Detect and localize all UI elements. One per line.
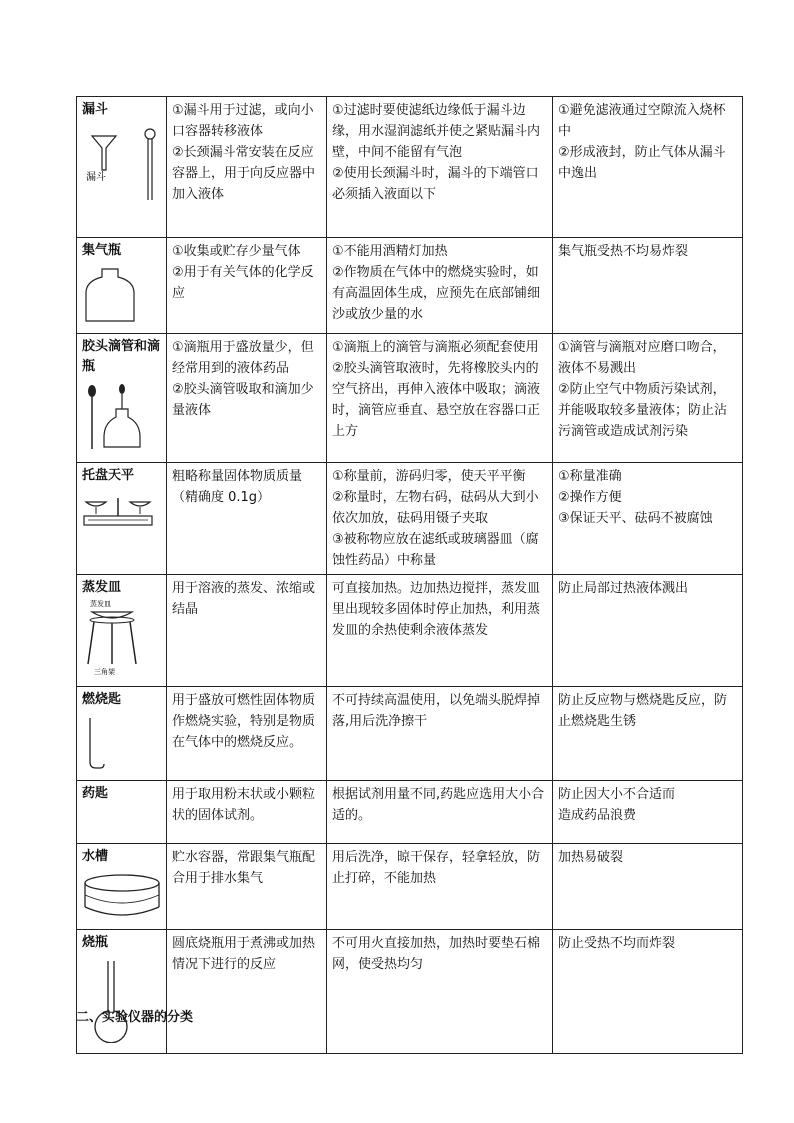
note-line: 用后洗净，晾干保存，轻拿轻放，防止打碎，不能加热 xyxy=(332,850,541,886)
note-line: ①称量前，游码归零，使天平平衡 xyxy=(332,469,526,484)
use-cell xyxy=(167,97,327,238)
instrument-cell xyxy=(77,781,167,844)
note-line: ①不能用酒精灯加热 xyxy=(332,244,448,259)
instrument-table xyxy=(76,96,743,1054)
notes-cell xyxy=(327,97,553,238)
note-line: ①滴瓶上的滴管与滴瓶必须配套使用 xyxy=(332,340,539,355)
reason-cell xyxy=(553,97,743,238)
instrument-cell xyxy=(77,844,167,930)
table-row xyxy=(77,844,743,930)
instrument-name: 蒸发皿 xyxy=(82,580,122,595)
use-line: ①漏斗用于过滤，或向小口容器转移液体 xyxy=(172,103,314,139)
note-line: 不可用火直接加热，加热时要垫石棉网，使受热均匀 xyxy=(332,936,541,972)
instrument-name: 集气瓶 xyxy=(82,243,122,258)
table-row xyxy=(77,781,743,844)
reason-cell xyxy=(553,238,743,334)
water-trough-illustration xyxy=(82,873,162,919)
round-flask-illustration xyxy=(82,959,142,1043)
note-line: ②使用长颈漏斗时，漏斗的下端管口必须插入液面以下 xyxy=(332,166,539,202)
note-line: 根据试剂用量不同,药匙应选用大小合适的。 xyxy=(332,787,545,823)
use-cell xyxy=(167,463,327,575)
reason-cell xyxy=(553,463,743,575)
reason-cell xyxy=(553,687,743,781)
reason-line: ③保证天平、砝码不被腐蚀 xyxy=(558,511,713,526)
reason-cell xyxy=(553,844,743,930)
notes-cell xyxy=(327,463,553,575)
reason-line: 防止局部过热液体溅出 xyxy=(558,581,689,596)
reason-line: 防止受热不均而炸裂 xyxy=(558,936,676,951)
notes-cell xyxy=(327,844,553,930)
reason-cell xyxy=(553,334,743,463)
reason-line: ①避免滤液通过空隙流入烧杯中 xyxy=(558,103,726,139)
use-line: ②胶头滴管吸取和滴加少量液体 xyxy=(172,382,314,418)
reason-cell xyxy=(553,930,743,1054)
instrument-name: 托盘天平 xyxy=(82,468,135,483)
use-cell xyxy=(167,930,327,1054)
notes-cell xyxy=(327,238,553,334)
reason-line: 防止因大小不合适而 xyxy=(558,787,676,802)
instrument-cell xyxy=(77,575,167,687)
reason-line: 造成药品浪费 xyxy=(558,808,637,823)
combustion-spoon-illustration xyxy=(82,716,112,770)
instrument-name: 燃烧匙 xyxy=(82,692,122,707)
table-row xyxy=(77,97,743,238)
table-row xyxy=(77,334,743,463)
use-line: ②长颈漏斗常安装在反应容器上，用于向反应器中加入液体 xyxy=(172,145,316,202)
reason-line: ②操作方便 xyxy=(558,490,622,505)
notes-cell xyxy=(327,687,553,781)
use-line: ①收集或贮存少量气体 xyxy=(172,244,301,259)
reason-cell xyxy=(553,575,743,687)
use-cell xyxy=(167,687,327,781)
use-line: 粗略称量固体物质质量（精确度 0.1g） xyxy=(172,469,303,505)
use-cell xyxy=(167,575,327,687)
use-cell xyxy=(167,781,327,844)
gas-bottle-illustration xyxy=(82,267,142,323)
instrument-name: 药匙 xyxy=(82,786,109,801)
section-heading: 二、实验仪器的分类 xyxy=(76,1010,194,1025)
instrument-cell xyxy=(77,238,167,334)
instrument-cell xyxy=(77,930,167,1054)
table-row xyxy=(77,687,743,781)
reason-line: 加热易破裂 xyxy=(558,850,624,865)
note-line: ②胶头滴管取液时，先将橡胶头内的空气挤出，再伸入液体中吸取；滴液时，滴管应垂直、悬空放在容器口正上方 xyxy=(332,361,541,439)
use-line: 用于取用粉末状或小颗粒状的固体试剂。 xyxy=(172,787,316,823)
table-row xyxy=(77,930,743,1054)
instrument-name: 漏斗 xyxy=(82,102,109,117)
dropper-illustration xyxy=(82,383,152,451)
notes-cell xyxy=(327,334,553,463)
table-row xyxy=(77,575,743,687)
instrument-name: 胶头滴管和滴瓶 xyxy=(82,339,161,374)
use-line: ②用于有关气体的化学反应 xyxy=(172,265,314,301)
funnel-illustration xyxy=(82,126,162,206)
reason-line: ①称量准确 xyxy=(558,469,622,484)
reason-line: ②形成液封，防止气体从漏斗中逸出 xyxy=(558,145,726,181)
note-line: 不可持续高温使用，以免端头脱焊掉落,用后洗净擦干 xyxy=(332,693,541,729)
evaporating-dish-illustration xyxy=(82,598,142,676)
reason-line: ①滴管与滴瓶对应磨口吻合，液体不易溅出 xyxy=(558,340,726,376)
tripod-label: 三角架 xyxy=(94,668,115,676)
use-line: 贮水容器，常跟集气瓶配合用于排水集气 xyxy=(172,850,316,886)
notes-cell xyxy=(327,575,553,687)
use-cell xyxy=(167,844,327,930)
note-line: ③被称物应放在滤纸或玻璃器皿（腐蚀性药品）中称量 xyxy=(332,532,539,568)
table-row xyxy=(77,238,743,334)
use-line: 用于盛放可燃性固体物质作燃烧实验，特别是物质在气体中的燃烧反应。 xyxy=(172,693,316,750)
instrument-cell xyxy=(77,463,167,575)
table-row xyxy=(77,463,743,575)
reason-line: 集气瓶受热不均易炸裂 xyxy=(558,244,689,259)
funnel-label: 漏斗 xyxy=(86,172,106,183)
note-line: ②称量时，左物右码，砝码从大到小依次加放，砝码用镊子夹取 xyxy=(332,490,539,526)
note-line: 可直接加热。边加热边搅拌，蒸发皿里出现较多固体时停止加热，利用蒸发皿的余热使剩余液体蒸发 xyxy=(332,581,541,638)
use-cell xyxy=(167,238,327,334)
use-cell xyxy=(167,334,327,463)
instrument-name: 水槽 xyxy=(82,849,109,864)
instrument-cell xyxy=(77,687,167,781)
notes-cell xyxy=(327,930,553,1054)
reason-cell xyxy=(553,781,743,844)
balance-illustration xyxy=(82,492,154,528)
use-line: 圆底烧瓶用于煮沸或加热情况下进行的反应 xyxy=(172,936,316,972)
dish-label: 蒸发皿 xyxy=(90,600,111,608)
use-line: ①滴瓶用于盛放量少，但经常用到的液体药品 xyxy=(172,340,314,376)
note-line: ①过滤时要使滤纸边缘低于漏斗边缘，用水湿润滤纸并使之紧贴漏斗内壁，中间不能留有气泡 xyxy=(332,103,541,160)
instrument-name: 烧瓶 xyxy=(82,935,109,950)
notes-cell xyxy=(327,781,553,844)
reason-line: ②防止空气中物质污染试剂，并能吸取较多量液体；防止沾污滴管或造成试剂污染 xyxy=(558,382,728,439)
instrument-cell xyxy=(77,97,167,238)
reason-line: 防止反应物与燃烧匙反应，防止燃烧匙生锈 xyxy=(558,693,728,729)
note-line: ②作物质在气体中的燃烧实验时，如有高温固体生成，应预先在底部铺细沙或放少量的水 xyxy=(332,265,541,322)
instrument-cell xyxy=(77,334,167,463)
use-line: 用于溶液的蒸发、浓缩或结晶 xyxy=(172,581,316,617)
